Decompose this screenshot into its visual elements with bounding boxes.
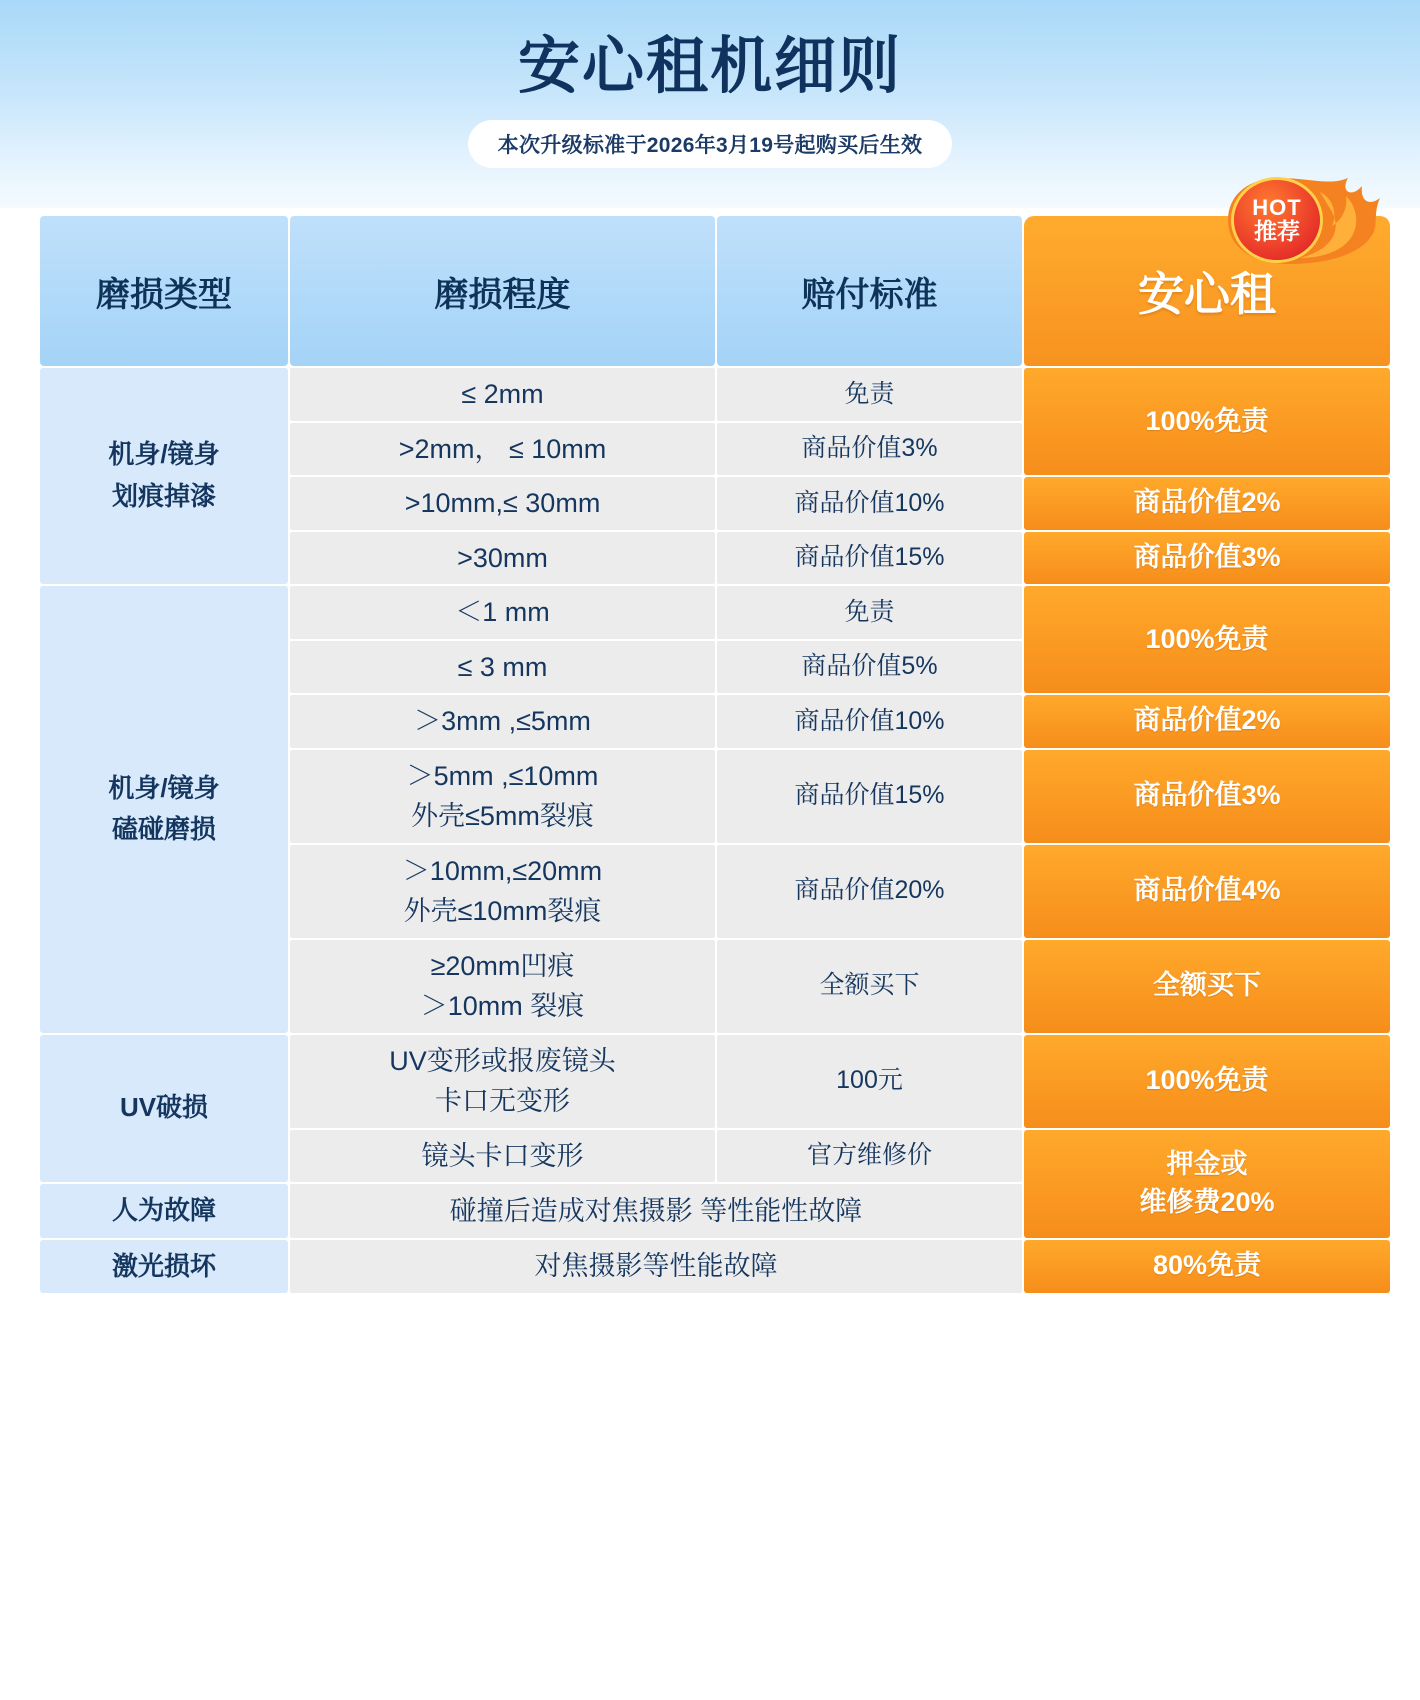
cell-degree: >10mm,≤ 30mm (290, 477, 715, 530)
cell-standard: 商品价值15% (717, 532, 1022, 585)
rules-table-wrap (0, 214, 1420, 1325)
cell-standard: 免责 (717, 368, 1022, 421)
cell-degree: ＞3mm ,≤5mm (290, 695, 715, 748)
cell-standard: 全额买下 (717, 940, 1022, 1033)
degree-line1: ≥20mm凹痕 (430, 950, 575, 981)
category-line1: 机身/镜身 (108, 439, 220, 470)
cell-standard: 商品价值20% (717, 845, 1022, 938)
cell-anxinzu: 100%免责 (1024, 368, 1390, 475)
cell-standard: 商品价值10% (717, 477, 1022, 530)
category-line2: 磕碰磨损 (111, 814, 216, 845)
rules-table (38, 214, 1392, 1295)
cell-anxinzu: 100%免责 (1024, 1035, 1390, 1128)
cell-standard: 商品价值5% (717, 641, 1022, 694)
table-row (40, 1240, 1390, 1294)
category-line1: 机身/镜身 (108, 772, 220, 803)
cell-anxinzu: 商品价值2% (1024, 695, 1390, 748)
cell-degree (290, 750, 715, 843)
col-header-type: 磨损类型 (40, 216, 288, 366)
degree-line2: 外壳≤5mm裂痕 (411, 801, 594, 831)
cell-category-manmade: 人为故障 (40, 1184, 288, 1238)
table-row (40, 368, 1390, 421)
cell-standard: 商品价值3% (717, 423, 1022, 476)
cell-degree: 碰撞后造成对焦摄影 等性能性故障 (290, 1184, 1022, 1238)
cell-standard: 免责 (717, 586, 1022, 639)
cell-degree: 对焦摄影等性能故障 (290, 1240, 1022, 1294)
cell-degree (290, 845, 715, 938)
cell-category-uv: UV破损 (40, 1035, 288, 1183)
degree-line1: UV变形或报废镜头 (389, 1045, 616, 1076)
cell-degree: ≤ 3 mm (290, 641, 715, 694)
hot-badge (1220, 172, 1390, 268)
cell-standard: 官方维修价 (717, 1130, 1022, 1183)
hot-badge-line1: HOT (1252, 195, 1302, 221)
anxinzu-line2: 维修费20% (1139, 1186, 1275, 1217)
subtitle-pill (468, 120, 953, 168)
cell-anxinzu: 80%免责 (1024, 1240, 1390, 1294)
cell-anxinzu: 100%免责 (1024, 586, 1390, 693)
cell-degree: 镜头卡口变形 (290, 1130, 715, 1183)
anxinzu-line1: 押金或 (1166, 1148, 1248, 1179)
cell-anxinzu: 全额买下 (1024, 940, 1390, 1033)
col-header-standard: 赔付标准 (717, 216, 1022, 366)
cell-standard: 100元 (717, 1035, 1022, 1128)
cell-anxinzu: 商品价值3% (1024, 750, 1390, 843)
cell-degree (290, 940, 715, 1033)
cell-degree: ≤ 2mm (290, 368, 715, 421)
cell-anxinzu: 商品价值2% (1024, 477, 1390, 530)
table-row (40, 1035, 1390, 1128)
cell-degree (290, 1035, 715, 1128)
degree-line2: 外壳≤10mm裂痕 (403, 896, 602, 926)
cell-anxinzu: 商品价值4% (1024, 845, 1390, 938)
cell-degree: ＜1 mm (290, 586, 715, 639)
cell-anxinzu: 商品价值3% (1024, 532, 1390, 585)
page-header (0, 0, 1420, 208)
cell-category-impact (40, 586, 288, 1033)
cell-anxinzu (1024, 1130, 1390, 1238)
cell-category-scratch (40, 368, 288, 584)
degree-line2: ＞10mm 裂痕 (420, 991, 585, 1021)
category-line2: 划痕掉漆 (111, 481, 216, 511)
subtitle-text: 本次升级标准于2026年3月19号起购买后生效 (497, 133, 923, 157)
col-header-anxinzu: 安心租 (1024, 216, 1390, 366)
page-title: 安心租机细则 (517, 32, 902, 101)
hot-badge-circle (1234, 180, 1320, 260)
table-header-row (40, 216, 1390, 366)
col-header-degree: 磨损程度 (290, 216, 715, 366)
cell-category-laser: 激光损坏 (40, 1240, 288, 1294)
degree-line1: ＞10mm,≤20mm (402, 855, 603, 886)
hot-badge-line2: 推荐 (1254, 218, 1300, 245)
degree-line1: ＞5mm ,≤10mm (406, 760, 599, 791)
cell-degree: >30mm (290, 532, 715, 585)
footer-spacer (38, 1295, 1382, 1325)
degree-line2: 卡口无变形 (435, 1086, 570, 1116)
cell-degree: >2mm， ≤ 10mm (290, 423, 715, 476)
cell-standard: 商品价值10% (717, 695, 1022, 748)
cell-standard: 商品价值15% (717, 750, 1022, 843)
table-row (40, 586, 1390, 639)
